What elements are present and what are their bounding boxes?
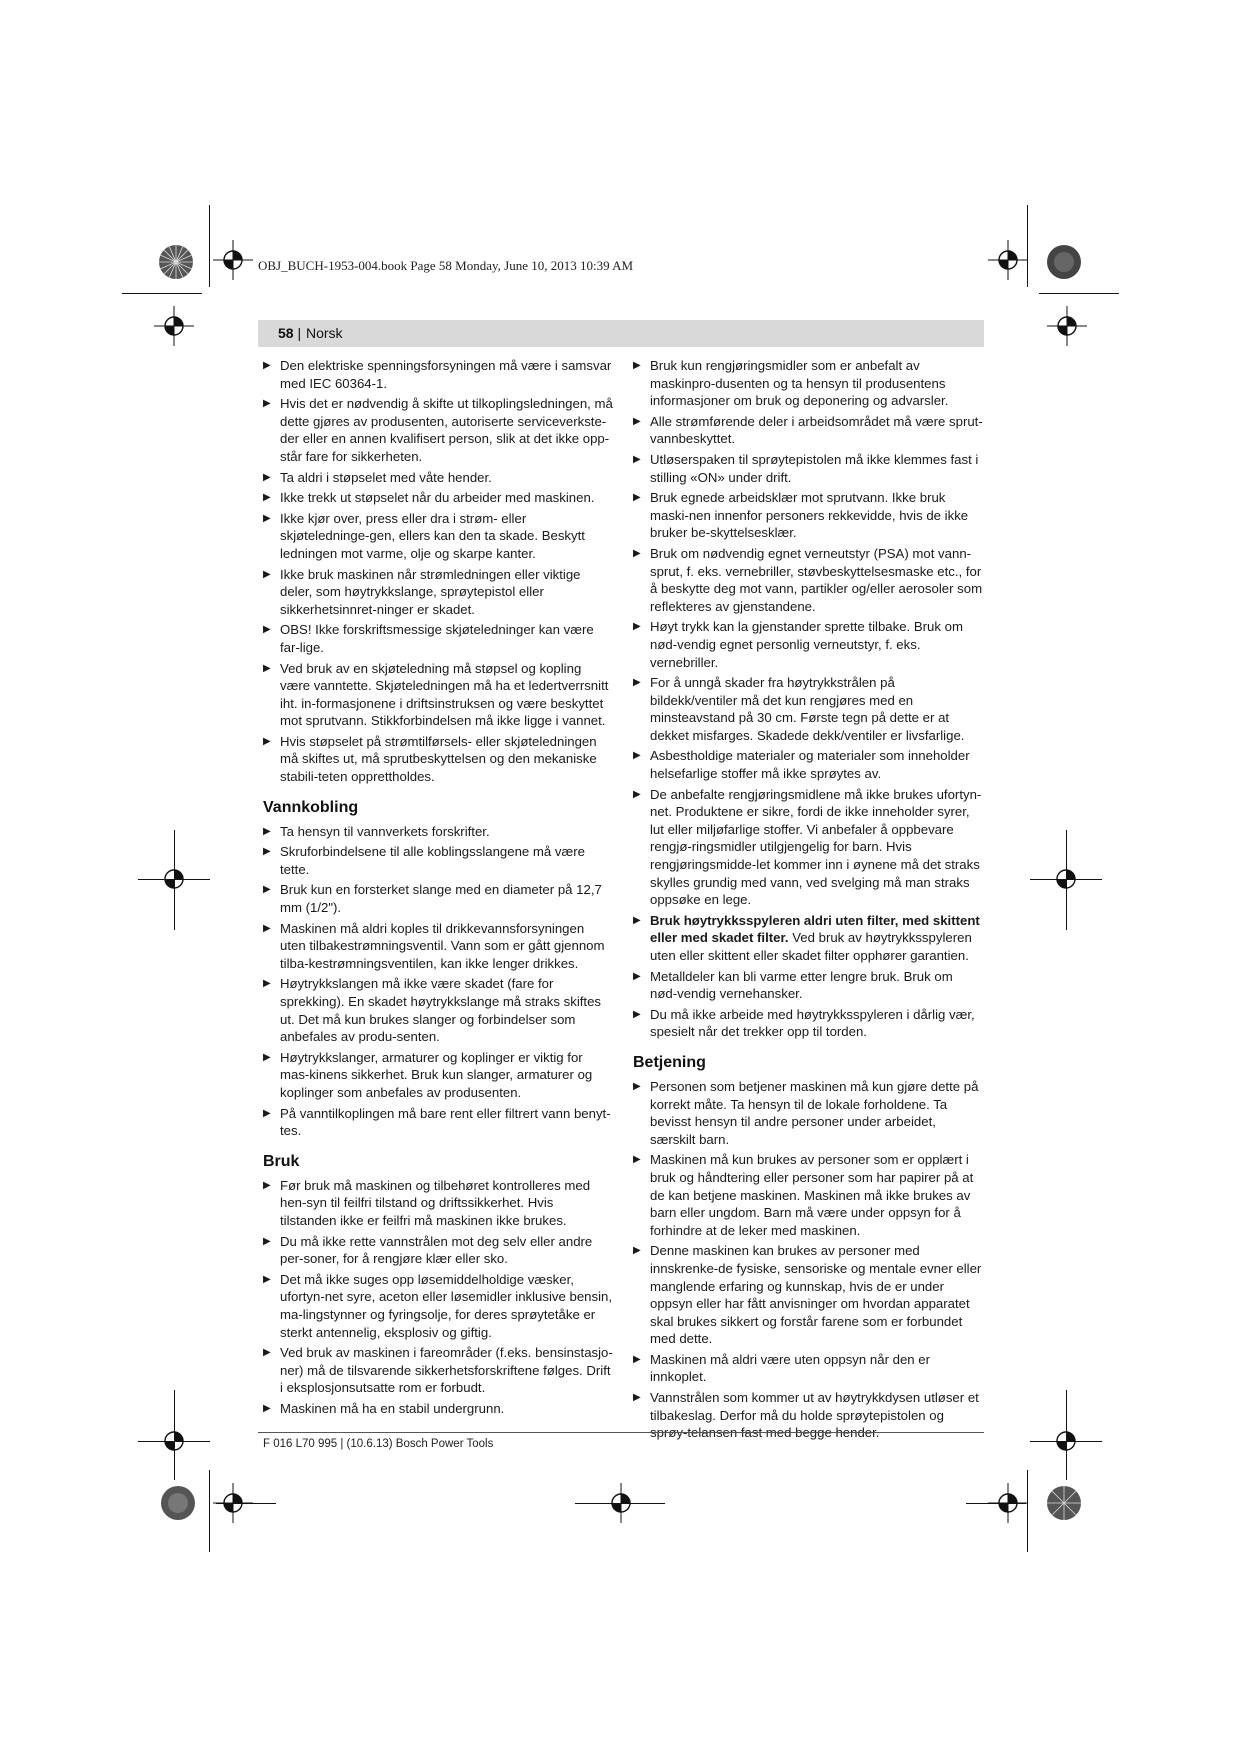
page-footer: F 016 L70 995 | (10.6.13) Bosch Power Tools: [263, 1438, 494, 1450]
triangle-right-icon: ▶: [263, 978, 271, 990]
list-item: ▶ Du må ikke arbeide med høytrykksspyleren i dårlig vær, spesielt når det trekker opp til torden.: [633, 1006, 975, 1040]
crosshair-icon: [1046, 1421, 1086, 1461]
left-column: [263, 357, 613, 1420]
list-item: ▶ Før bruk må maskinen og tilbehøret kontrolleres med hen-syn til feilfri tilstand og driftssikkerhet. Hvis tilstanden ikke er feilfri må maskinen ikke brukes.: [263, 1177, 591, 1228]
list-item: ▶ Det må ikke suges opp løsemiddelholdige væsker, ufortyn-net syre, aceton eller løsemidler inklusive bensin, ma-lingstynner og fyringsolje, for deres sprøytetåke er sterkt antennelig, eksplosiv og giftig.: [263, 1271, 613, 1340]
list-item-filter-warning: [633, 912, 983, 965]
list-item: ▶ Ikke trekk ut støpselet når du arbeider med maskinen.: [263, 490, 595, 506]
list-item: ▶ Alle strømførende deler i arbeidsområdet må være sprut-vannbeskyttet.: [633, 413, 983, 447]
crosshair-icon: [1046, 859, 1086, 899]
list-item: ▶ Asbestholdige materialer og materialer som inneholder helsefarlige stoffer må ikke sprøytes av.: [633, 748, 970, 782]
list-item: ▶ Ta aldri i støpselet med våte hender.: [263, 469, 492, 485]
triangle-right-icon: ▶: [263, 512, 271, 524]
triangle-right-icon: ▶: [633, 1353, 641, 1365]
list-item: ▶ Ta hensyn til vannverkets forskrifter.: [263, 823, 490, 839]
list-item: ▶ Ikke bruk maskinen når strømledningen eller viktige deler, som høytrykkslange, sprøytepistol eller sikkerhetsinnret-ninger er skadet.: [263, 566, 581, 617]
triangle-right-icon: ▶: [263, 922, 271, 934]
triangle-right-icon: ▶: [263, 1273, 271, 1285]
triangle-right-icon: ▶: [633, 1154, 641, 1166]
triangle-right-icon: ▶: [263, 1051, 271, 1063]
bruk-list: [263, 1177, 613, 1418]
file-header: OBJ_BUCH-1953-004.book Page 58 Monday, June 10, 2013 10:39 AM: [258, 258, 634, 273]
section-heading-betjening: Betjening: [633, 1053, 706, 1071]
triangle-right-icon: ▶: [633, 492, 641, 504]
list-item: ▶ Den elektriske spenningsforsyningen må være i samsvar med IEC 60364-1.: [263, 358, 612, 391]
list-item: ▶ OBS! Ikke forskriftsmessige skjøteledninger kan være far-lige.: [263, 622, 594, 655]
triangle-right-icon: ▶: [633, 453, 641, 465]
sunburst-icon: [1046, 244, 1082, 280]
crosshair-icon: [601, 1483, 641, 1523]
filter-warning-text: Ved bruk av høytrykksspyleren uten eller skittent eller skadet filter opphører garantien.: [650, 930, 972, 963]
list-item: ▶ Maskinen må ha en stabil undergrunn.: [263, 1400, 505, 1416]
list-item: ▶ Du må ikke rette vannstrålen mot deg selv eller andre per-soner, for å rengjøre klær eller sko.: [263, 1233, 593, 1267]
list-item: ▶ Høyt trykk kan la gjenstander sprette tilbake. Bruk om nød-vendig egnet personlig verneutstyr, f. eks. vernebriller.: [633, 619, 963, 670]
list-item: ▶ Hvis støpselet på strømtilførsels- eller skjøteledningen må skiftes ut, må sprutbeskyttelsen og den mekaniske stabili-teten opprettholdes.: [263, 733, 597, 785]
section-heading-vannkobling: Vannkobling: [263, 798, 359, 816]
page-language: Norsk: [306, 325, 343, 341]
list-item: ▶ Bruk om nødvendig egnet verneutstyr (PSA) mot vann-sprut, f. eks. vernebriller, støvbeskyttelsesmaske etc., for å beskytte deg mot vann, partikler og/eller aerosoler som reflekteres av gjenstandene.: [633, 545, 983, 614]
triangle-right-icon: ▶: [633, 1392, 641, 1404]
triangle-right-icon: ▶: [633, 415, 641, 427]
list-item: ▶ Bruk egnede arbeidsklær mot sprutvann. Ikke bruk maski-nen innenfor personers rekkevidde, hvis de ikke bruker be-skyttelsesklær.: [633, 490, 969, 541]
triangle-right-icon: ▶: [633, 914, 641, 926]
triangle-right-icon: ▶: [263, 398, 271, 410]
list-item: ▶ Bruk kun en forsterket slange med en diameter på 12,7 mm (1/2").: [263, 882, 602, 916]
triangle-right-icon: ▶: [263, 884, 271, 896]
triangle-right-icon: ▶: [263, 360, 271, 371]
crosshair-icon: [154, 1421, 194, 1461]
crosshair-icon: [154, 859, 194, 899]
vannkobling-list: [263, 823, 613, 1140]
triangle-right-icon: ▶: [263, 1107, 271, 1119]
crosshair-icon: [988, 1483, 1028, 1523]
crosshair-icon: [988, 240, 1028, 280]
list-item: ▶ Vannstrålen som kommer ut av høytrykkdysen utløser et tilbakeslag. Derfor må du holde sprøytepistolen og sprøy-telansen fast med begge hender.: [633, 1390, 979, 1441]
list-item: ▶ Skruforbindelsene til alle koblingsslangene må være tette.: [263, 844, 585, 877]
triangle-right-icon: ▶: [263, 1235, 271, 1247]
list-item: ▶ Personen som betjener maskinen må kun gjøre dette på korrekt måte. Ta hensyn til de lokale forholdene. Ta bevisst hensyn til andre personer under arbeidet, særskilt barn.: [633, 1078, 979, 1147]
list-item: ▶ Ved bruk av maskinen i fareområder (f.eks. bensinstasjo-ner) må de tilsvarende sikkerhetsforskriftene følges. Drift i eksplosjonsutsatte rom er forbudt.: [263, 1345, 613, 1396]
list-item: ▶ Utløserspaken til sprøytepistolen må ikke klemmes fast i stilling «ON» under drift.: [633, 451, 979, 485]
triangle-right-icon: ▶: [263, 1179, 271, 1191]
list-item: ▶ Ved bruk av en skjøteledning må støpsel og kopling være vanntette. Skjøteledningen må ha et ledertverrsnitt iht. in-formasjonene i driftsinstruksen og være beskyttet mot sprutvann. Stikkforbindelsen må ikke ligge i vannet.: [263, 660, 609, 729]
list-item: ▶ Ikke kjør over, press eller dra i strøm- eller skjøteledninge-gen, ellers kan den ta skade. Beskytt ledningen mot varme, olje og skarpe kanter.: [263, 510, 585, 561]
triangle-right-icon: ▶: [263, 825, 271, 837]
triangle-right-icon: ▶: [633, 677, 641, 689]
triangle-right-icon: ▶: [633, 1080, 641, 1092]
list-item: ▶ Maskinen må kun brukes av personer som er opplært i bruk og håndtering eller personer som har papirer på at de kan betjene maskinen. Maskinen må ikke brukes av barn eller ungdom. Barn må være under oppsyn for å forhindre at de leker med maskinen.: [633, 1152, 974, 1238]
betjening-list: [633, 1078, 983, 1442]
triangle-right-icon: ▶: [633, 1245, 641, 1257]
sunburst-icon: [160, 1485, 196, 1521]
list-item: ▶ Maskinen må aldri være uten oppsyn når den er innkoplet.: [633, 1351, 931, 1385]
list-item: ▶ Bruk kun rengjøringsmidler som er anbefalt av maskinpro-dusenten og ta hensyn til produsentens informasjoner om bruk og deponering og advarsler.: [633, 358, 949, 409]
list-item: ▶ Metalldeler kan bli varme etter lengre bruk. Bruk om nød-vendig vernehansker.: [633, 968, 953, 1002]
list-item: ▶ På vanntilkoplingen må bare rent eller filtrert vann benyt-tes.: [263, 1105, 611, 1139]
sunburst-icon: [1046, 1485, 1082, 1521]
section-heading-bruk: Bruk: [263, 1152, 300, 1170]
triangle-right-icon: ▶: [263, 846, 271, 858]
triangle-right-icon: ▶: [633, 750, 641, 762]
triangle-right-icon: ▶: [263, 471, 271, 483]
triangle-right-icon: ▶: [263, 735, 271, 747]
triangle-right-icon: ▶: [633, 547, 641, 559]
triangle-right-icon: ▶: [633, 1008, 641, 1020]
triangle-right-icon: ▶: [633, 621, 641, 633]
triangle-right-icon: ▶: [633, 970, 641, 982]
triangle-right-icon: ▶: [263, 492, 271, 504]
triangle-right-icon: ▶: [263, 662, 271, 674]
triangle-right-icon: ▶: [263, 1402, 271, 1414]
crosshair-icon: [1047, 306, 1087, 346]
filter-warning-bold: Bruk høytrykksspyleren aldri uten filter, med skittent eller med skadet filter.: [650, 912, 980, 946]
list-item: ▶ Maskinen må aldri koples til drikkevannsforsyningen uten tilbakestrømningsventil. Vann som er gått gjennom tilba-kestrømningsventilen, kan ikke lenger drikkes.: [263, 920, 605, 971]
list-item: ▶ Denne maskinen kan brukes av personer med innskrenke-de fysiske, sensoriske og mentale evner eller manglende erfaring og kunnskap, hvis de er under oppsyn eller har fått anvisninger om hvordan apparatet skal brukes sikkert og forstår farene som er forbundet med dette.: [633, 1243, 982, 1347]
triangle-right-icon: ▶: [263, 1347, 271, 1359]
page-number: 58: [278, 325, 294, 341]
list-item: ▶ Høytrykkslangen må ikke være skadet (fare for sprekking). En skadet høytrykkslange må straks skiftes ut. Det må kun brukes slanger og forbindelser som anbefales av produ-senten.: [263, 976, 602, 1045]
list-item: ▶ Høytrykkslanger, armaturer og koplinger er viktig for mas-kinens sikkerhet. Bruk kun slanger, armaturer og koplinger som anbefales av produsenten.: [263, 1049, 593, 1100]
crosshair-icon: [213, 1483, 253, 1523]
safety-list: [263, 357, 613, 786]
list-item: ▶ Hvis det er nødvendig å skifte ut tilkoplingsledningen, må dette gjøres av produsenten, autoriserte serviceverkste-der eller en annen kvalifisert person, slik at det ikke opp-står fare for sikkerheten.: [263, 396, 613, 464]
triangle-right-icon: ▶: [263, 624, 271, 636]
list-item: ▶ For å unngå skader fra høytrykkstrålen på bildekk/ventiler må det kun rengjøres med en minsteavstand på 30 cm. Første tegn på dette er at dekket misfarges. Skadede dekk/ventiler er livsfarlige.: [633, 675, 965, 743]
footer-rule: [258, 1432, 984, 1433]
crosshair-icon: [154, 306, 194, 346]
safety-list-continued: [633, 357, 983, 1041]
list-item: ▶ De anbefalte rengjøringsmidlene må ikke brukes ufortyn-net. Produktene er sikre, fordi de ikke inneholder syrer, lut eller miljøfarlige stoffer. Vi anbefaler å oppbevare rengjø-ringsmidler utilgjengelig for barn. Hvis rengjøringsmidde-let kommer inn i øynene må det straks skylles grundig med vann, ved svelging må man straks oppsøke en lege.: [633, 786, 982, 908]
right-column: [633, 357, 983, 1445]
triangle-right-icon: ▶: [263, 568, 271, 580]
sunburst-icon: [158, 244, 194, 280]
triangle-right-icon: ▶: [633, 360, 641, 371]
crosshair-icon: [213, 240, 253, 280]
page-header: [258, 320, 984, 347]
triangle-right-icon: ▶: [633, 788, 641, 800]
header-separator: |: [293, 325, 305, 341]
